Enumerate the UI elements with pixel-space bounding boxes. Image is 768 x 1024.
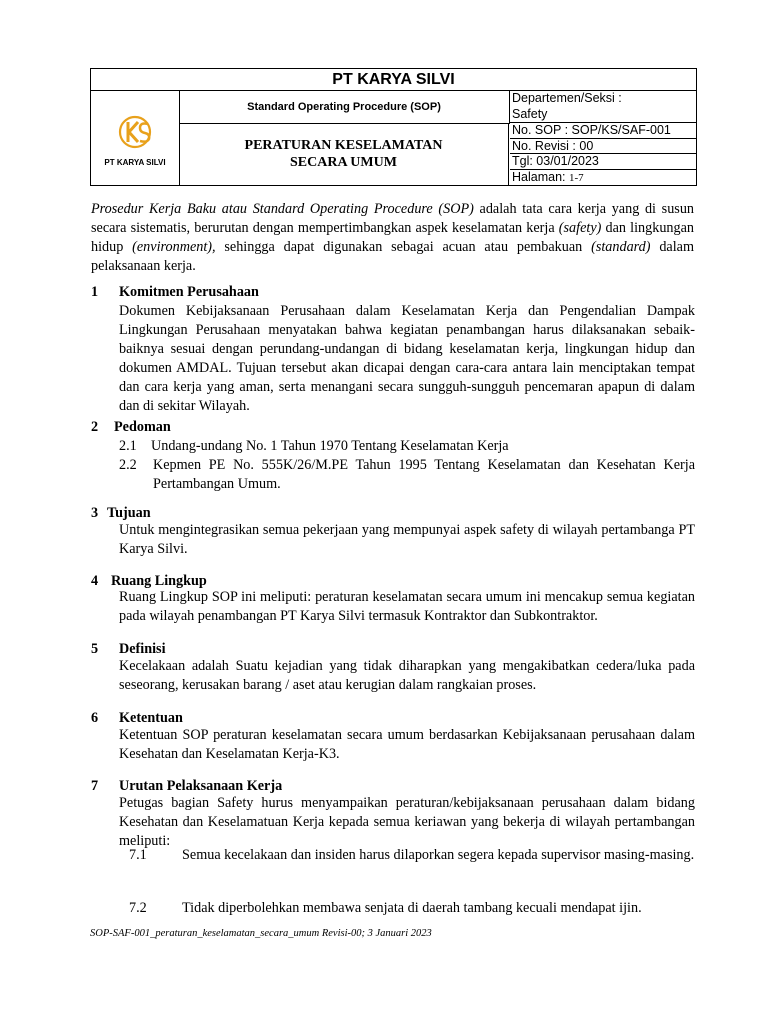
section-4-title: Ruang Lingkup: [111, 573, 207, 589]
logo-text: PT KARYA SILVI: [104, 158, 166, 167]
section-7-title: Urutan Pelaksanaan Kerja: [119, 778, 283, 794]
section-7-item-1: Semua kecelakaan dan insiden harus dilaporkan segera kepada supervisor masing-masing.: [182, 847, 695, 863]
sop-header-table: [90, 68, 697, 186]
section-1-text: Dokumen Kebijaksanaan Perusahaan dalam Keselamatan Kerja dan Pengendalian Dampak Lingkungan Perusahaan menyatakan bahwa kegiatan penambangan harus dilaksanakan sebaik-baiknya sesuai dengan perundang-undangan di bidang keselamatan kerja, lingkungan hidup dan dokumen AMDAL. Tujuan tersebut akan dicapai dengan cara-cara antara lain menciptakan tempat dan cara kerja yang aman, serta menangani secara sungguh-sungguh pencemaran apapun di dalam dan di sekitar Wilayah.: [119, 303, 695, 414]
intro-text: adalah tata cara kerja yang di susun secara sistematis, berurutan dengan mempertimbangkan aspek keselamatan kerja: [91, 201, 695, 236]
intro-term-standard: (standard): [591, 239, 651, 255]
intro-text: dalam pelaksanaan kerja.: [91, 239, 694, 274]
intro-text: sehingga dapat digunakan sebagai acuan atau pembakuan: [215, 239, 592, 255]
department-value: Safety: [512, 107, 548, 121]
section-2-item-2: [153, 456, 695, 494]
company-name: PT KARYA SILVI: [91, 69, 696, 91]
section-1-number: 1: [91, 284, 99, 300]
logo-cell: [91, 90, 180, 185]
sop-number: No. SOP : SOP/KS/SAF-001: [510, 123, 696, 139]
section-7-item-2: Tidak diperbolehkan membawa senjata di daerah tambang kecuali mendapat ijin.: [182, 900, 642, 916]
page-count-label: Halaman:: [512, 170, 566, 184]
intro-paragraph: [91, 200, 694, 276]
page-count-cell: [510, 170, 696, 186]
document-title: PERATURAN KESELAMATAN SECARA UMUM: [179, 123, 509, 185]
department-cell: [510, 90, 696, 123]
revision-number: No. Revisi : 00: [510, 139, 696, 154]
section-4-number: 4: [91, 573, 99, 589]
intro-text: dan lingkungan hidup: [91, 220, 694, 255]
section-1-title: Komitmen Perusahaan: [119, 284, 259, 300]
section-5-number: 5: [91, 641, 99, 657]
intro-term-safety: (safety): [558, 220, 602, 236]
section-6-text: Ketentuan SOP peraturan keselamatan secara umum berdasarkan Kebijaksanaan perusahaan dalam Kesehatan dan Keselamatan Kerja-K3.: [119, 727, 695, 762]
document-footer: SOP-SAF-001_peraturan_keselamatan_secara_umum Revisi-00; 3 Januari 2023: [90, 928, 432, 939]
section-6-number: 6: [91, 710, 99, 726]
section-2-number: 2: [91, 419, 99, 435]
department-label: Departemen/Seksi :: [512, 91, 622, 105]
section-7-item-2-number: 7.2: [129, 900, 147, 916]
company-logo-icon: [113, 112, 157, 152]
section-7-number: 7: [91, 778, 99, 794]
section-2-item-1: Undang-undang No. 1 Tahun 1970 Tentang Keselamatan Kerja: [151, 438, 509, 454]
sop-label: Standard Operating Procedure (SOP): [179, 90, 510, 124]
section-3-title: Tujuan: [107, 505, 151, 521]
section-3-text: Untuk mengintegrasikan semua pekerjaan yang mempunyai aspek safety di wilayah pertambanga PT Karya Silvi.: [119, 522, 695, 557]
section-7-item-1-number: 7.1: [129, 847, 147, 863]
intro-term-sop: Prosedur Kerja Baku atau Standard Operating Procedure (SOP): [91, 201, 474, 217]
page-count-value: 1-7: [568, 172, 584, 184]
section-7-text: Petugas bagian Safety hurus menyampaikan peraturan/kebijaksanaan perusahaan dalam bidang Kesehatan dan Keselamatuan Kerja kepada semua keriawan yang bekerja di wilayah pertambangan meliputi:: [119, 795, 695, 849]
section-2-item-2-number: 2.2: [119, 457, 137, 473]
section-2-item-1-number: 2.1: [119, 438, 137, 454]
section-4-text: Ruang Lingkup SOP ini meliputi: peraturan keselamatan secara umum ini mencakup semua kegiatan pada wilayah penambangan PT Karya Silvi termasuk Kontraktor dan Subkontraktor.: [119, 589, 695, 624]
intro-term-environment: (environment),: [132, 239, 216, 255]
section-5-text: Kecelakaan adalah Suatu kejadian yang tidak diharapkan yang mengakibatkan cedera/luka pada seseorang, kerusakan barang / aset atau kerugian dalam rangkaian proses.: [119, 658, 695, 693]
section-5-title: Definisi: [119, 641, 166, 657]
section-2-title: Pedoman: [114, 419, 171, 435]
section-6-title: Ketentuan: [119, 710, 183, 726]
section-2-item-2-text: Kepmen PE No. 555K/26/M.PE Tahun 1995 Tentang Keselamatan dan Kesehatan Kerja Pertambangan Umum.: [153, 457, 695, 492]
document-date: Tgl: 03/01/2023: [510, 154, 696, 170]
section-3-number: 3: [91, 505, 99, 521]
